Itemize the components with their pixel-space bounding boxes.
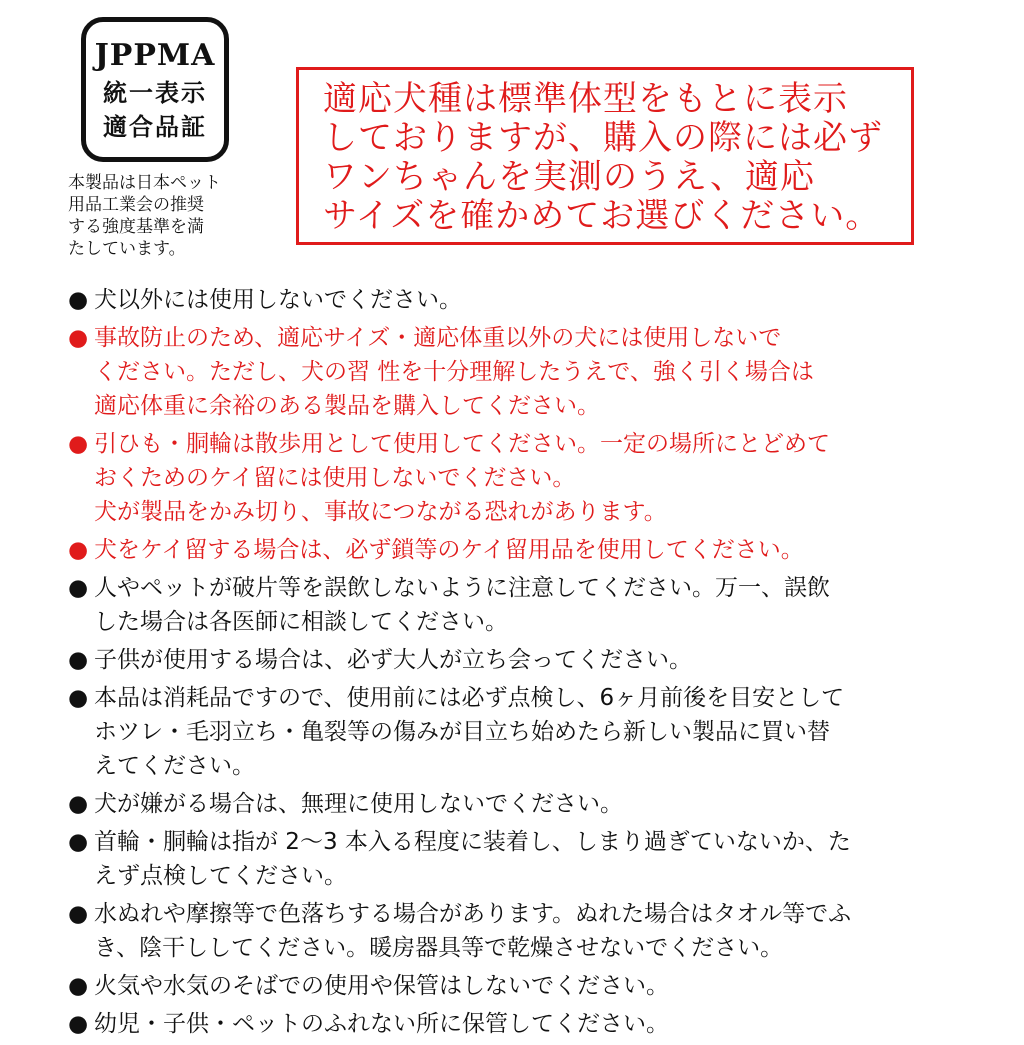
notice-line: ワンちゃんを実測のうえ、適応 [323, 157, 816, 197]
caution-line: 人やペットが破片等を誤飲しないように注意してください。万一、誤飲 [94, 575, 830, 601]
bullet-icon: ● [68, 1011, 89, 1037]
caution-item [68, 1007, 958, 1041]
caution-line: 犬以外には使用しないでください。 [94, 287, 462, 313]
caution-text [94, 681, 844, 783]
caution-line: 幼児・子供・ペットのふれない所に保管してください。 [94, 1011, 669, 1037]
caution-line: おくためのケイ留には使用しないでください。 [94, 465, 576, 491]
seal-note-line: たしています。 [68, 239, 186, 259]
caution-line: 引ひも・胴輪は散歩用として使用してください。一定の場所にとどめて [94, 431, 830, 457]
caution-line: 犬をケイ留する場合は、必ず鎖等のケイ留用品を使用してください。 [94, 537, 804, 563]
caution-line: えてください。 [94, 753, 255, 779]
bullet-icon: ● [68, 791, 89, 817]
notice-line: しておりますが、購入の際には必ず [323, 118, 883, 158]
bullet-icon: ● [68, 685, 89, 711]
caution-line: 火気や水気のそばでの使用や保管はしないでください。 [94, 973, 669, 999]
caution-text [94, 643, 692, 677]
caution-item [68, 643, 958, 677]
caution-item [68, 681, 958, 783]
seal-line-2: 統一表示 [103, 78, 207, 107]
caution-line: 事故防止のため、適応サイズ・適応体重以外の犬には使用しないで [94, 325, 782, 351]
caution-text [94, 571, 830, 639]
caution-list [68, 283, 958, 1045]
caution-line: えず点検してください。 [94, 863, 347, 889]
caution-text [94, 427, 830, 529]
size-notice-box [296, 67, 914, 245]
bullet-icon: ● [68, 829, 89, 855]
caution-text [94, 1007, 669, 1041]
caution-line: 適応体重に余裕のある製品を購入してください。 [94, 393, 600, 419]
caution-item [68, 427, 958, 529]
caution-text [94, 897, 851, 965]
caution-text [94, 321, 814, 423]
bullet-icon: ● [68, 325, 89, 351]
seal-note [68, 172, 258, 260]
seal-line-3: 適合品証 [103, 112, 207, 141]
caution-line: 首輪・胴輪は指が 2〜3 本入る程度に装着し、しまり過ぎていないか、た [94, 829, 851, 855]
jppma-seal [81, 17, 229, 162]
caution-text [94, 825, 851, 893]
notice-line: サイズを確かめてお選びください。 [323, 196, 881, 236]
caution-item [68, 969, 958, 1003]
caution-line: ください。ただし、犬の習 性を十分理解したうえで、強く引く場合は [94, 359, 814, 385]
bullet-icon: ● [68, 973, 89, 999]
caution-line: 水ぬれや摩擦等で色落ちする場合があります。ぬれた場合はタオル等でふ [94, 901, 852, 927]
caution-line: 犬が製品をかみ切り、事故につながる恐れがあります。 [94, 499, 667, 525]
bullet-icon: ● [68, 537, 89, 563]
caution-item [68, 571, 958, 639]
caution-item [68, 897, 958, 965]
caution-text [94, 787, 623, 821]
seal-title: JPPMA [94, 37, 216, 73]
seal-note-line: 用品工業会の推奨 [68, 195, 204, 215]
bullet-icon: ● [68, 575, 89, 601]
caution-item [68, 321, 958, 423]
caution-item [68, 787, 958, 821]
caution-item [68, 533, 958, 567]
caution-line: した場合は各医師に相談してください。 [94, 609, 508, 635]
caution-text [94, 969, 669, 1003]
bullet-icon: ● [68, 647, 89, 673]
bullet-icon: ● [68, 431, 89, 457]
caution-line: き、陰干ししてください。暖房器具等で乾燥させないでください。 [94, 935, 784, 961]
caution-line: 犬が嫌がる場合は、無理に使用しないでください。 [94, 791, 623, 817]
caution-text [94, 283, 462, 317]
bullet-icon: ● [68, 287, 89, 313]
caution-item [68, 283, 958, 317]
caution-line: 子供が使用する場合は、必ず大人が立ち会ってください。 [94, 647, 692, 673]
notice-line: 適応犬種は標準体型をもとに表示 [323, 79, 848, 119]
caution-item [68, 825, 958, 893]
caution-line: 本品は消耗品ですので、使用前には必ず点検し、6ヶ月前後を目安として [94, 685, 845, 711]
caution-text [94, 533, 804, 567]
seal-note-line: 本製品は日本ペット [68, 173, 221, 193]
seal-note-line: する強度基準を満 [68, 217, 204, 237]
caution-line: ホツレ・毛羽立ち・亀裂等の傷みが目立ち始めたら新しい製品に買い替 [94, 719, 830, 745]
bullet-icon: ● [68, 901, 89, 927]
